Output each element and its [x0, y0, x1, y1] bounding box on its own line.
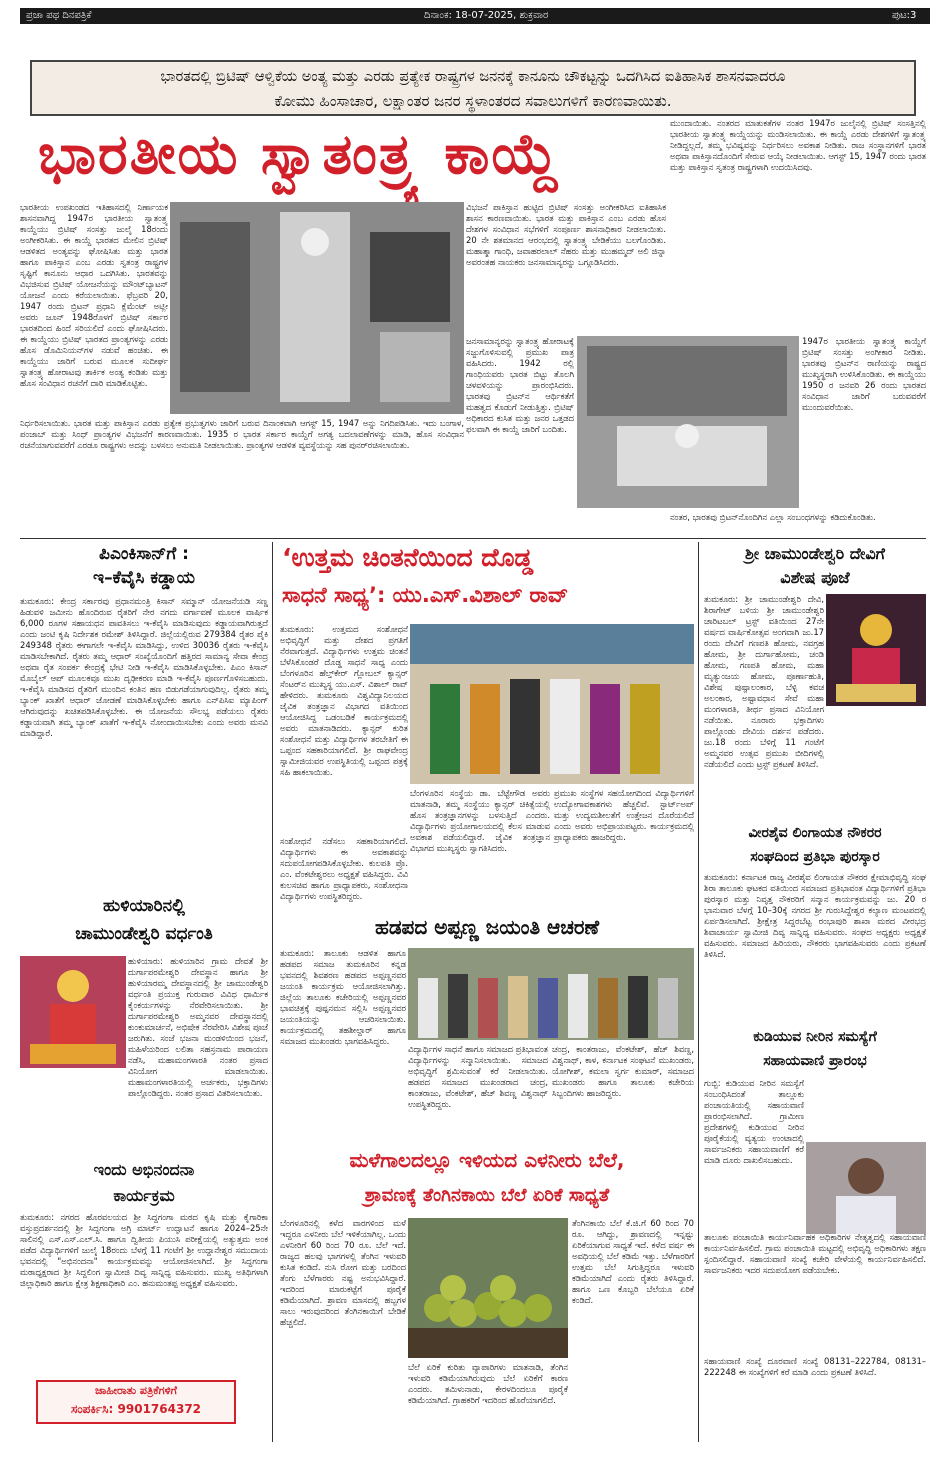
header-bar [20, 8, 930, 24]
main-headline: ಭಾರತೀಯ ಸ್ವಾತಂತ್ರ್ಯ ಕಾಯ್ದೆ [38, 122, 561, 187]
huliyar-title-1: ಹುಳಿಯಾರಿನಲ್ಲಿ [103, 896, 185, 916]
portrait-illustration [806, 1142, 926, 1234]
hadapada-col-3: ಚಂದ್ರ, ಕಾಂತರಾಜು, ವೆಂಕಟೇಶ್, ಹೆಚ್ ಶಿವಣ್ಣ, ವಿಶ್ವನಾಥ್, ಕಾಳ, ಕರ್ನಾಟಕ ಸಂಘಟನೆ ಮುಖಂಡರು, ಯೋಗೀಶ್, ಕಮಲಾ ಸ್ವರ್ಗ ಕುಮಾರ್, ಸಮಾಜದ ಮುಖಂಡರು ಹಾಗೂ ತಾಲೂಕು ಕಚೇರಿಯ ಸಿಬ್ಬಂದಿಗಳು ಹಾಜರಿದ್ದರು. [552, 1044, 694, 1098]
ad-line-1: ಜಾಹೀರಾತು ಪತ್ರಿಕೆಗಳಿಗೆ [95, 1384, 177, 1397]
huliyar-body [128, 956, 268, 1098]
ad-line-2: ಸಂಪರ್ಕಿಸಿ: 9901764372 [70, 1402, 202, 1416]
uttama-photo-illustration [410, 624, 694, 784]
pm-kisan-title-1: ಪಿಎಂಕಿಸಾನ್‌ಗೆ : [99, 544, 189, 564]
main-story-col-mid [20, 418, 464, 536]
signing-photo-illustration [577, 336, 799, 508]
huliyar-text: ಹುಳಿಯಾರು: ಹುಳಿಯಾರಿನ ಗ್ರಾಮ ದೇವತೆ ಶ್ರೀ ದುರ್ಗಾಪರಮೇಶ್ವರಿ ದೇವಸ್ಥಾನ ಹಾಗೂ ಶ್ರೀ ಹುಳಿಯಾರಮ್ಮ ದೇವಸ್ಥಾನದಲ್ಲಿ ಶ್ರೀ ಚಾಮುಂಡೇಶ್ವರಿ ವರ್ಧಂತಿ ಪ್ರಯುಕ್ತ ಗುರುವಾರ ವಿವಿಧ ಧಾರ್ಮಿಕ ಕೈಂಕರ್ಯಗಳನ್ನು ನೆರವೇರಿಸಲಾಯಿತು. ಶ್ರೀ ದುರ್ಗಾಪರಮೇಶ್ವರಿ ಅಮ್ಮನವರ ದೇವಸ್ಥಾನದಲ್ಲಿ ಕುಂಕುಮಾರ್ಚನೆ, ಅಭಿಷೇಕ ನೆರವೇರಿಸಿ ವಿಶೇಷ ಪೂಜೆ ಜರುಗಿತು. ಸಂಜೆ ಭಜನಾ ಮಂಡಳಿಯಿಂದ ಭಜನೆ, ಮಹಿಳೆಯರಿಂದ ಲಲಿತಾ ಸಹಸ್ರನಾಮ ಪಾರಾಯಣ ನಡೆಸಿ, ಮಹಾಮಂಗಳಾರತಿ ನಂತರ ಪ್ರಸಾದ ವಿನಿಯೋಗ ಮಾಡಲಾಯಿತು. ಮಹಾಮಂಗಳಾರತಿಯಲ್ಲಿ ಅರ್ಚಕರು, ಭಕ್ತಾದಿಗಳು ಪಾಲ್ಗೊಂಡಿದ್ದರು. ನಂತರ ಪ್ರಸಾದ ವಿತರಿಸಲಾಯಿತು. [128, 956, 268, 1098]
lead-line-1: ಭಾರತದಲ್ಲಿ ಬ್ರಿಟಿಷ್ ಆಳ್ವಿಕೆಯ ಅಂತ್ಯ ಮತ್ತು ಎರಡು ಪ್ರತ್ಯೇಕ ರಾಷ್ಟ್ರಗಳ ಜನನಕ್ಕೆ ಕಾನೂನು ಚೌಕಟ್ಟನ್ನು ಒದಗಿಸಿದ ಐತಿಹಾಸಿಕ ಶಾಸನವಾದರೂ [160, 69, 786, 85]
hadapada-col-2: ವಿದ್ಯಾರ್ಥಿಗಳ ಸಾಧನೆ ಹಾಗೂ ಸಮಾಜದ ಪ್ರತಿಭಾವಂತ ವಿದ್ಯಾರ್ಥಿಗಳನ್ನು ಸನ್ಮಾನಿಸಲಾಯಿತು. ಸಮಾಜದ ಅಭಿವೃದ್ಧಿಗೆ ಶ್ರಮಿಸುವಂತೆ ಕರೆ ನೀಡಲಾಯಿತು. ಹಡಪದ ಸಮಾಜದ ಮುಖಂಡರಾದ ಚಂದ್ರ, ಕಾಂತರಾಜು, ವೆಂಕಟೇಶ್, ಹೆಚ್ ಶಿವಣ್ಣ ವಿಶ್ವನಾಥ್ ಉಪಸ್ಥಿತರಿದ್ದರು. [408, 1044, 548, 1109]
kudiyuva-helpline: ಸಹಾಯವಾಣಿ ಸಂಖ್ಯೆ ದೂರವಾಣಿ ಸಂಖ್ಯೆ 08131–222784, 08131–222248 ಈ ಸಂಖ್ಯೆಗಳಿಗೆ ಕರೆ ಮಾಡಿ ಎಂದು ಪ್ರಕಟಣೆ ತಿಳಿಸಿದೆ. [704, 1356, 926, 1377]
kudiyuva-title-1: ಕುಡಿಯುವ ನೀರಿನ ಸಮಸ್ಯೆಗೆ [753, 1029, 877, 1045]
abhinandana-title-2: ಕಾರ್ಯಕ್ರಮ [113, 1186, 175, 1205]
hadapada-event-photo [408, 948, 694, 1040]
column-divider-right [698, 542, 699, 1442]
main-story-col-bottom: ನಂತರ, ಭಾರತವು ಬ್ರಿಟನ್‌ನೊಂದಿಗಿನ ಎಲ್ಲಾ ಸಂಬಂಧಗಳನ್ನು ಕಡಿದುಕೊಂಡಿತು. [670, 512, 876, 522]
chamundeshwari-title-2: ವಿಶೇಷ ಪೂಜೆ [780, 568, 850, 587]
goddess-image [20, 956, 126, 1068]
uttama-col-3: ಬೆಂಗಳೂರಿನ ಸಂಸ್ಥೆಯ ಡಾ. ಬೆಟ್ಟೇಗೌಡ ಅವರು ಮಾತನಾಡಿ, ತಮ್ಮ ಸಂಸ್ಥೆಯು ಕ್ಯಾನ್ಸರ್ ಚಿಕಿತ್ಸೆಯಲ್ಲಿ ಹೊಸ ತಂತ್ರಜ್ಞಾನಗಳನ್ನು ಬಳಸುತ್ತಿದೆ ಎಂದರು. ವಿದ್ಯಾರ್ಥಿಗಳು ಪ್ರಯೋಗಾಲಯದಲ್ಲಿ ಕೆಲಸ ಮಾಡುವ ಅವಕಾಶ ಪಡೆಯಲಿದ್ದಾರೆ. ಜೈವಿಕ ತಂತ್ರಜ್ಞಾನ ವಿಭಾಗದ ಮುಖ್ಯಸ್ಥರು ಸ್ವಾಗತಿಸಿದರು. [410, 788, 550, 853]
kudiyuva-body-2: ತಾಲೂಕು ಪಂಚಾಯಿತಿ ಕಾರ್ಯನಿರ್ವಾಹಕ ಅಧಿಕಾರಿಗಳ ನೇತೃತ್ವದಲ್ಲಿ ಸಹಾಯವಾಣಿ ಕಾರ್ಯನಿರ್ವಹಿಸಲಿದೆ. ಗ್ರಾಮ ಪಂಚಾಯಿತಿ ಮಟ್ಟದಲ್ಲಿ ಅಭಿವೃದ್ಧಿ ಅಧಿಕಾರಿಗಳು ತಕ್ಷಣ ಸ್ಪಂದಿಸಲಿದ್ದಾರೆ. ಸಹಾಯವಾಣಿ ಸಂಖ್ಯೆ ಕಚೇರಿ ವೇಳೆಯಲ್ಲಿ ಕಾರ್ಯನಿರ್ವಹಿಸಲಿದೆ. ಸಾರ್ವಜನಿಕರು ಇದರ ಸದುಪಯೋಗ ಪಡೆಯಬೇಕು. [704, 1232, 926, 1275]
malegala-title-2: ಶ್ರಾವಣಕ್ಕೆ ತೆಂಗಿನಕಾಯಿ ಬೆಲೆ ಏರಿಕೆ ಸಾಧ್ಯತೆ [364, 1185, 610, 1206]
kudiyuva-body-1: ಗುಬ್ಬಿ: ಕುಡಿಯುವ ನೀರಿನ ಸಮಸ್ಯೆಗೆ ಸಂಬಂಧಿಸಿದಂತೆ ತಾಲ್ಲೂಕು ಪಂಚಾಯತಿಯಲ್ಲಿ ಸಹಾಯವಾಣಿ ಪ್ರಾರಂಭಿಸಲಾಗಿದೆ. ಗ್ರಾಮೀಣ ಪ್ರದೇಶಗಳಲ್ಲಿ ಕುಡಿಯುವ ನೀರಿನ ಪೂರೈಕೆಯಲ್ಲಿ ವ್ಯತ್ಯಯ ಉಂಟಾದಲ್ಲಿ ಸಾರ್ವಜನಿಕರು ಸಹಾಯವಾಣಿಗೆ ಕರೆ ಮಾಡಿ ದೂರು ದಾಖಲಿಸಬಹುದು. [704, 1078, 804, 1165]
page-number: ಪುಟ:3 [892, 10, 917, 21]
deity-illustration [826, 594, 926, 706]
uttama-col-4: ಪ್ರಮುಖ ಸಂಸ್ಥೆಗಳ ಸಹಯೋಗದಿಂದ ವಿದ್ಯಾರ್ಥಿಗಳಿಗೆ ಉದ್ಯೋಗಾವಕಾಶಗಳು ಹೆಚ್ಚಲಿವೆ. ಸ್ಟಾರ್ಟ್‌ಅಪ್ ಮತ್ತು ಉದ್ಯಮಶೀಲತೆಗೆ ಉತ್ತೇಜನ ದೊರೆಯಲಿದೆ ಎಂದು ಅವರು ಅಭಿಪ್ರಾಯಪಟ್ಟರು. ಕಾರ್ಯಕ್ರಮದಲ್ಲಿ ಪ್ರಾಧ್ಯಾಪಕರು ಹಾಜರಿದ್ದರು. [554, 788, 694, 842]
uttama-title-1: ‘ಉತ್ತಮ ಚಿಂತನೆಯಿಂದ ದೊಡ್ಡ [282, 543, 534, 572]
main-story-col-far-2: 1947ರ ಭಾರತೀಯ ಸ್ವಾತಂತ್ರ್ಯ ಕಾಯ್ದೆಗೆ ಬ್ರಿಟಿಷ್ ಸಂಸತ್ತು ಅಂಗೀಕಾರ ನೀಡಿತು. ಭಾರತವು ಬ್ರಿಟನ್‌ನ ರಾಣಿಯನ್ನು ರಾಷ್ಟ್ರದ ಮುಖ್ಯಸ್ಥರಾಗಿ ಉಳಿಸಿಕೊಂಡಿತು. ಈ ಕಾಯ್ದೆಯು 1950 ರ ಜನವರಿ 26 ರಂದು ಭಾರತದ ಸಂವಿಧಾನ ಜಾರಿಗೆ ಬರುವವರೆಗೆ ಮುಂದುವರೆಯಿತು. [802, 336, 926, 412]
veerashaiva-title-1: ವೀರಶೈವ ಲಿಂಗಾಯತ ನೌಕರರ [748, 825, 882, 841]
main-story-col-right-2: ಜನಸಾಮಾನ್ಯರನ್ನು ಸ್ವಾತಂತ್ರ್ಯ ಹೋರಾಟಕ್ಕೆ ಸಜ್ಜುಗೊಳಿಸುವಲ್ಲಿ ಪ್ರಮುಖ ಪಾತ್ರ ವಹಿಸಿದರು. 1942 ರಲ್ಲಿ ಗಾಂಧಿಯವರು ಭಾರತ ಬಿಟ್ಟು ತೊಲಗಿ ಚಳವಳಿಯನ್ನು ಪ್ರಾರಂಭಿಸಿದರು. ಭಾರತವು ಬ್ರಿಟನ್‌ನ ಆರ್ಥಿಕತೆಗೆ ಮಹತ್ವದ ಕೊಡುಗೆ ನೀಡುತ್ತಿತ್ತು. ಬ್ರಿಟಿಷ್ ಅಧಿಕಾರದ ಕುಸಿತ ಮತ್ತು ಜನರ ಒತ್ತಡದ ಫಲವಾಗಿ ಈ ಕಾಯ್ದೆ ಜಾರಿಗೆ ಬಂದಿತು. [466, 336, 574, 434]
veerashaiva-body: ತುಮಕೂರು: ಕರ್ನಾಟಕ ರಾಜ್ಯ ವೀರಶೈವ ಲಿಂಗಾಯತ ನೌಕರರ ಕ್ಷೇಮಾಭಿವೃದ್ಧಿ ಸಂಘ ಶಿರಾ ತಾಲೂಕು ಘಟಕದ ವತಿಯಿಂದ ಸಮಾಜದ ಪ್ರತಿಭಾವಂತ ವಿದ್ಯಾರ್ಥಿಗಳಿಗೆ ಪ್ರತಿಭಾ ಪುರಸ್ಕಾರ ಮತ್ತು ನಿವೃತ್ತ ನೌಕರರಿಗೆ ಸನ್ಮಾನ ಕಾರ್ಯಕ್ರಮವನ್ನು ಜು. 20 ರ ಭಾನುವಾರ ಬೆಳಗ್ಗೆ 10–30ಕ್ಕೆ ನಗರದ ಶ್ರೀ ಗುರುಸಿದ್ದೇಶ್ವರ ಕಲ್ಯಾಣ ಮಂಟಪದಲ್ಲಿ ಏರ್ಪಡಿಸಲಾಗಿದೆ. ಶ್ರೀಕ್ಷೇತ್ರ ಸಿದ್ದರಬೆಟ್ಟ ರಂಭಾಪುರಿ ಶಾಖಾ ಮಠದ ವೀರಭದ್ರ ಶಿವಾಚಾರ್ಯ ಸ್ವಾಮೀಜಿ ದಿವ್ಯ ಸಾನ್ನಿಧ್ಯ ವಹಿಸುವರು. ಸಂಘದ ಅಧ್ಯಕ್ಷರು ಅಧ್ಯಕ್ಷತೆ ವಹಿಸುವರು. ಸಮಾಜದ ಹಿರಿಯರು, ನೌಕರರು ಭಾಗವಹಿಸುವರು ಎಂದು ಪ್ರಕಟಣೆ ತಿಳಿಸಿದೆ. [704, 872, 926, 959]
pm-kisan-title-2: ಇ–ಕೆವೈಸಿ ಕಡ್ಡಾಯ [93, 568, 195, 588]
main-story-text-mid: ನಿರ್ಧರಿಸಲಾಯಿತು. ಭಾರತ ಮತ್ತು ಪಾಕಿಸ್ತಾನ ಎರಡು ಪ್ರತ್ಯೇಕ ಪ್ರಭುತ್ವಗಳು ಜಾರಿಗೆ ಬರುವ ದಿನಾಂಕವಾಗಿ ಆಗಸ್ಟ್ 15, 1947 ಅನ್ನು ನಿಗದಿಪಡಿಸಿತು. ಇದು ಬಂಗಾಳ, ಪಂಜಾಬ್ ಮತ್ತು ಸಿಂಧ್ ಪ್ರಾಂತ್ಯಗಳ ವಿಭಜನೆಗೆ ಕಾರಣವಾಯಿತು. 1935 ರ ಭಾರತ ಸರ್ಕಾರ ಕಾಯ್ದೆಗೆ ಅಗತ್ಯ ಬದಲಾವಣೆಗಳನ್ನು ಮಾಡಿ, ಹೊಸ ಸಂವಿಧಾನ ರಚನೆಯಾಗುವವರೆಗೆ ಎರಡೂ ರಾಷ್ಟ್ರಗಳು ಅದನ್ನು ಬಳಸಲು ಅನುಮತಿ ನೀಡಲಾಯಿತು. ಪ್ರಾಂತ್ಯಗಳ ಆಡಳಿತ ವ್ಯವಸ್ಥೆಯನ್ನು ಸಹ ಪುನರ್‌ರಚಿಸಲಾಯಿತು. [20, 418, 464, 450]
main-story-col-far: ಮುಂದಾಯಿತು. ನಂತರದ ಮಾತುಕತೆಗಳ ನಂತರ 1947ರ ಜುಲೈನಲ್ಲಿ ಬ್ರಿಟಿಷ್ ಸಂಸತ್ತಿನಲ್ಲಿ ಭಾರತೀಯ ಸ್ವಾತಂತ್ರ್ಯ ಕಾಯ್ದೆಯನ್ನು ಮಂಡಿಸಲಾಯಿತು. ಈ ಕಾಯ್ದೆ ಎರಡು ದೇಶಗಳಿಗೆ ಸ್ವಾತಂತ್ರ್ಯ ನೀಡಿದ್ದಲ್ಲದೆ, ತಮ್ಮ ಭವಿಷ್ಯವನ್ನು ನಿರ್ಧರಿಸಲು ಅವಕಾಶ ನೀಡಿತು. ರಾಜ ಸಂಸ್ಥಾನಗಳಿಗೆ ಭಾರತ ಅಥವಾ ಪಾಕಿಸ್ತಾನದೊಂದಿಗೆ ಸೇರುವ ಆಯ್ಕೆ ನೀಡಲಾಯಿತು. ಆಗಸ್ಟ್ 15, 1947 ರಂದು ಭಾರತ ಮತ್ತು ಪಾಕಿಸ್ತಾನ ಸ್ವತಂತ್ರ ರಾಷ್ಟ್ರಗಳಾಗಿ ಉದಯಿಸಿದವು. [670, 118, 926, 172]
independence-ceremony-photo [170, 202, 464, 414]
uttama-title-2: ಸಾಧನೆ ಸಾಧ್ಯ’: ಯು.ಎಸ್.ವಿಶಾಲ್ ರಾವ್ [282, 583, 569, 607]
chamundeshwari-body [704, 594, 824, 769]
goddess-illustration [20, 956, 126, 1068]
section-divider [20, 538, 926, 539]
lead-summary-box [30, 60, 916, 116]
hadapada-title: ಹಡಪದ ಅಪ್ಪಣ್ಣ ಜಯಂತಿ ಆಚರಣೆ [374, 915, 600, 939]
hadapada-photo-illustration [408, 948, 694, 1040]
coconut-photo-illustration [408, 1218, 568, 1358]
pm-kisan-body: ತುಮಕೂರು: ಕೇಂದ್ರ ಸರ್ಕಾರವು ಪ್ರಧಾನಮಂತ್ರಿ ಕಿಸಾನ್ ಸಮ್ಮಾನ್ ಯೋಜನೆಯಡಿ ಸಣ್ಣ ಹಿಡುವಳಿ ಜಮೀನು ಹೊಂದಿರುವ ರೈತರಿಗೆ ನೇರ ನಗದು ವರ್ಗಾವಣೆ ಮೂಲಕ ವಾರ್ಷಿಕ 6,000 ರೂಗಳ ಸಹಾಯಧನ ಪಾವತಿಸಲು ಇ-ಕೆವೈಸಿ ಮಾಡಿಸುವುದು ಕಡ್ಡಾಯವಾಗಿರುತ್ತದೆ ಎಂದು ಜಂಟಿ ಕೃಷಿ ನಿರ್ದೇಶಕ ರಮೇಶ್ ತಿಳಿಸಿದ್ದಾರೆ. ಜಿಲ್ಲೆಯಲ್ಲಿರುವ 279384 ರೈತರ ಪೈಕಿ 249348 ರೈತರು ಈಗಾಗಲೇ ಇ-ಕೆವೈಸಿ ಮಾಡಿಸಿದ್ದು, ಉಳಿದ 30036 ರೈತರು ಇ-ಕೆವೈಸಿ ಮಾಡಿಸಬೇಕಾಗಿದೆ. ರೈತರು ತಮ್ಮ ಆಧಾರ್ ಸಂಖ್ಯೆಯೊಂದಿಗೆ ಹತ್ತಿರದ ಸಾಮಾನ್ಯ ಸೇವಾ ಕೇಂದ್ರ ಅಥವಾ ರೈತ ಸಂಪರ್ಕ ಕೇಂದ್ರಕ್ಕೆ ಭೇಟಿ ನೀಡಿ ಇ-ಕೆವೈಸಿ ಮಾಡಿಸಿಕೊಳ್ಳಬೇಕು. ಪಿಎಂ ಕಿಸಾನ್ ಮೊಬೈಲ್ ಆಪ್ ಮೂಲಕವೂ ಮುಖ ದೃಢೀಕರಣ ಮಾಡಿ ಇ-ಕೆವೈಸಿ ಪೂರ್ಣಗೊಳಿಸಬಹುದು. ಇ-ಕೆವೈಸಿ ಮಾಡಿಸದ ರೈತರಿಗೆ ಮುಂದಿನ ಕಂತಿನ ಹಣ ಬಿಡುಗಡೆಯಾಗುವುದಿಲ್ಲ. ರೈತರು ತಮ್ಮ ಬ್ಯಾಂಕ್ ಖಾತೆಗೆ ಆಧಾರ್ ಜೋಡಣೆ ಮಾಡಿಸಿಕೊಳ್ಳಬೇಕು ಹಾಗೂ ಎನ್‌ಪಿಸಿಐ ಮ್ಯಾಪಿಂಗ್ ಆಗಿರುವುದನ್ನು ಖಚಿತಪಡಿಸಿಕೊಳ್ಳಬೇಕು. ಈ ಯೋಜನೆಯ ಸೌಲಭ್ಯ ಪಡೆಯಲು ರೈತರು ಕಡ್ಡಾಯವಾಗಿ ತಮ್ಮ ಬ್ಯಾಂಕ್ ಖಾತೆಗೆ ಇ-ಕೆವೈಸಿ ನೋಂದಾಯಿಸಬೇಕು ಎಂದು ಅವರು ಮನವಿ ಮಾಡಿದ್ದಾರೆ. [20, 596, 268, 738]
uttama-col-1: ತುಮಕೂರು: ಉತ್ತಮದ ಸಂಶೋಧನೆ ಅಭಿವೃದ್ಧಿಗೆ ಮತ್ತು ದೇಶದ ಪ್ರಗತಿಗೆ ನೆರವಾಗುತ್ತದೆ. ವಿದ್ಯಾರ್ಥಿಗಳು ಉತ್ತಮ ಚಿಂತನೆ ಬೆಳೆಸಿಕೊಂಡರೆ ದೊಡ್ಡ ಸಾಧನೆ ಸಾಧ್ಯ ಎಂದು ಬೆಂಗಳೂರಿನ ಹೆಲ್ತ್‌ಕೇರ್ ಗ್ಲೋಬಲ್ ಕ್ಯಾನ್ಸರ್ ಸೆಂಟರ್‌ನ ಮುಖ್ಯಸ್ಥ ಯು.ಎಸ್. ವಿಶಾಲ್ ರಾವ್ ಹೇಳಿದರು. ತುಮಕೂರು ವಿಶ್ವವಿದ್ಯಾನಿಲಯದ ಜೈವಿಕ ತಂತ್ರಜ್ಞಾನ ವಿಭಾಗದ ವತಿಯಿಂದ ಆಯೋಜಿಸಿದ್ದ ಒಡಂಬಡಿಕೆ ಕಾರ್ಯಕ್ರಮದಲ್ಲಿ ಅವರು ಮಾತನಾಡಿದರು. ಕ್ಯಾನ್ಸರ್ ಕುರಿತ ಸಂಶೋಧನೆ ಮತ್ತು ವಿದ್ಯಾರ್ಥಿಗಳ ತರಬೇತಿಗೆ ಈ ಒಪ್ಪಂದ ಸಹಕಾರಿಯಾಗಲಿದೆ. ಶ್ರೀ ರಾಘವೇಂದ್ರ ಸ್ವಾಮೀಜಿಯವರ ಉಪಸ್ಥಿತಿಯಲ್ಲಿ ಒಪ್ಪಂದ ಪತ್ರಕ್ಕೆ ಸಹಿ ಹಾಕಲಾಯಿತು. [280, 624, 408, 777]
chamundeshwari-text: ತುಮಕೂರು: ಶ್ರೀ ಚಾಮುಂಡೇಶ್ವರಿ ದೇವಿ, ಶಿರಾಗೇಟ್ ಬಳಿಯ ಶ್ರೀ ಚಾಮುಂಡೇಶ್ವರಿ ಚಾರಿಟಬಲ್ ಟ್ರಸ್ಟ್ ವತಿಯಿಂದ 27ನೇ ವರ್ಷದ ವಾರ್ಷಿಕೋತ್ಸವ ಅಂಗವಾಗಿ ಜು.17 ರಂದು ದೇವಿಗೆ ಗಣಪತಿ ಹೋಮ, ನವಗ್ರಹ ಹೋಮ, ಶ್ರೀ ದುರ್ಗಾಹೋಮ, ಚಂಡಿ ಹೋಮ, ಗಣಪತಿ ಹೋಮ, ಮಹಾ ಮೃತ್ಯುಂಜಯ ಹೋಮ, ಪೂರ್ಣಾಹುತಿ, ವಿಶೇಷ ಪುಷ್ಪಾಲಂಕಾರ, ಬೆಳ್ಳಿ ಕವಚ ಅಲಂಕಾರ, ಅಷ್ಟಾವಧಾನ ಸೇವೆ ಮಹಾ ಮಂಗಳಾರತಿ, ತೀರ್ಥ ಪ್ರಸಾದ ವಿನಿಯೋಗ ನಡೆಯಿತು. ನೂರಾರು ಭಕ್ತಾದಿಗಳು ಪಾಲ್ಗೊಂಡು ದೇವಿಯ ದರ್ಶನ ಪಡೆದರು. ಜು.18 ರಂದು ಬೆಳಿಗ್ಗೆ 11 ಗಂಟೆಗೆ ಅಮ್ಮನವರ ಉತ್ಸವ ಪ್ರಮುಖ ಬೀದಿಗಳಲ್ಲಿ ನಡೆಯಲಿದೆ ಎಂದು ಟ್ರಸ್ಟ್ ಪ್ರಕಟಣೆ ತಿಳಿಸಿದೆ. [704, 594, 824, 769]
abhinandana-body: ತುಮಕೂರು: ನಗರದ ಹೊರವಲಯದ ಶ್ರೀ ಸಿದ್ದಗಂಗಾ ಮಠದ ಕೃಷಿ ಮತ್ತು ಕೈಗಾರಿಕಾ ವಸ್ತುಪ್ರದರ್ಶನದಲ್ಲಿ ಶ್ರೀ ಸಿದ್ದಗಂಗಾ ಅಗ್ರಿ ಮಾರ್ಟ್ ಉದ್ಘಾಟನೆ ಹಾಗೂ 2024–25ನೇ ಸಾಲಿನಲ್ಲಿ ಎಸ್.ಎಸ್.ಎಲ್.ಸಿ. ಹಾಗೂ ದ್ವಿತೀಯ ಪಿಯುಸಿ ಪರೀಕ್ಷೆಯಲ್ಲಿ ಅತ್ಯುತ್ತಮ ಅಂಕ ಪಡೆದ ವಿದ್ಯಾರ್ಥಿಗಳಿಗೆ ಜುಲೈ 18ರಂದು ಬೆಳಗ್ಗೆ 11 ಗಂಟೆಗೆ ಶ್ರೀ ಉದ್ದಾನೇಶ್ವರ ಸಮುದಾಯ ಭವನದಲ್ಲಿ "ಅಭಿನಂದನಾ" ಕಾರ್ಯಕ್ರಮವನ್ನು ಆಯೋಜಿಸಲಾಗಿದೆ. ಶ್ರೀ ಸಿದ್ದಗಂಗಾ ಮಠಾಧ್ಯಕ್ಷರಾದ ಶ್ರೀ ಸಿದ್ದಲಿಂಗ ಸ್ವಾಮೀಜಿ ದಿವ್ಯ ಸಾನ್ನಿಧ್ಯ ವಹಿಸುವರು. ಮುಖ್ಯ ಅತಿಥಿಗಳಾಗಿ ಜಿಲ್ಲಾಧಿಕಾರಿ ಹಾಗೂ ಕ್ಷೇತ್ರ ಶಿಕ್ಷಣಾಧಿಕಾರಿ ಎಂ. ಹನುಮಂತಪ್ಪ ಅಧ್ಯಕ್ಷತೆ ವಹಿಸುವರು. [20, 1212, 268, 1288]
malegala-col-1: ಬೆಂಗಳೂರಿನಲ್ಲಿ ಕಳೆದ ವಾರಗಳಿಂದ ಮಳೆ ಇದ್ದರೂ ಎಳನೀರು ಬೆಲೆ ಇಳಿಕೆಯಾಗಿಲ್ಲ. ಒಂದು ಎಳನೀರಿಗೆ 60 ರಿಂದ 70 ರೂ. ಬೆಲೆ ಇದೆ. ರಾಜ್ಯದ ಹಲವು ಭಾಗಗಳಲ್ಲಿ ತೆಂಗಿನ ಇಳುವರಿ ಕುಸಿತ ಕಂಡಿದೆ. ನುಸಿ ರೋಗ ಮತ್ತು ಬರದಿಂದ ತೆಂಗು ಬೆಳೆಗಾರರು ನಷ್ಟ ಅನುಭವಿಸಿದ್ದಾರೆ. ಇದರಿಂದ ಮಾರುಕಟ್ಟೆಗೆ ಪೂರೈಕೆ ಕಡಿಮೆಯಾಗಿದೆ. ಶ್ರಾವಣ ಮಾಸದಲ್ಲಿ ಹಬ್ಬಗಳ ಸಾಲು ಇರುವುದರಿಂದ ತೆಂಗಿನಕಾಯಿಗೆ ಬೇಡಿಕೆ ಹೆಚ್ಚಲಿದೆ. [280, 1218, 406, 1327]
issue-date: ದಿನಾಂಕ: 18-07-2025, ಶುಕ್ರವಾರ [424, 10, 549, 21]
huliyar-title-2: ಚಾಮುಂಡೇಶ್ವರಿ ವರ್ಧಂತಿ [75, 924, 213, 944]
malegala-title-1: ಮಳೆಗಾಲದಲ್ಲೂ ಇಳಿಯದ ಎಳನೀರು ಬೆಲೆ, [349, 1148, 625, 1172]
chamundeshwari-title-1: ಶ್ರೀ ಚಾಮುಂಡೇಶ್ವರಿ ದೇವಿಗೆ [745, 544, 885, 563]
coconut-vendor-photo [408, 1218, 568, 1358]
masthead-name: ಪ್ರಜಾ ಪಥ ದಿನಪತ್ರಿಕೆ [26, 10, 92, 21]
uttama-col-2: ಸಂಶೋಧನೆ ನಡೆಸಲು ಸಹಕಾರಿಯಾಗಲಿದೆ. ವಿದ್ಯಾರ್ಥಿಗಳು ಈ ಅವಕಾಶವನ್ನು ಸದುಪಯೋಗಪಡಿಸಿಕೊಳ್ಳಬೇಕು. ಕುಲಪತಿ ಪ್ರೊ. ಎಂ. ವೆಂಕಟೇಶ್ವರಲು ಅಧ್ಯಕ್ಷತೆ ವಹಿಸಿದ್ದರು. ವಿವಿ ಕುಲಸಚಿವ ಹಾಗೂ ಪ್ರಾಧ್ಯಾಪಕರು, ಸಂಶೋಧನಾ ವಿದ್ಯಾರ್ಥಿಗಳು ಉಪಸ್ಥಿತರಿದ್ದರು. [280, 836, 408, 901]
kudiyuva-title-2: ಸಹಾಯವಾಣಿ ಪ್ರಾರಂಭ [763, 1053, 867, 1069]
official-portrait-photo [806, 1142, 926, 1234]
main-story-col-right: ವಿಭಜನೆ ಪಾಕಿಸ್ತಾನ ಹುಟ್ಟಿದ ಬ್ರಿಟಿಷ್ ಸಂಸತ್ತು ಅಂಗೀಕರಿಸಿದ ಐತಿಹಾಸಿಕ ಶಾಸನ ಕಾರಣವಾಯಿತು. ಭಾರತ ಮತ್ತು ಪಾಕಿಸ್ತಾನ ಎಂಬ ಎರಡು ಹೊಸ ದೇಶಗಳ ಸಂವಿಧಾನ ಸಭೆಗಳಿಗೆ ಸಂಪೂರ್ಣ ಶಾಸನಾಧಿಕಾರ ನೀಡಲಾಯಿತು. 20 ನೇ ಶತಮಾನದ ಆರಂಭದಲ್ಲಿ ಸ್ವಾತಂತ್ರ್ಯ ಬೇಡಿಕೆಯು ಬಲಗೊಂಡಿತು. ಮಹಾತ್ಮಾ ಗಾಂಧಿ, ಜವಾಹರಲಾಲ್ ನೆಹರು ಮತ್ತು ಮುಹಮ್ಮದ್ ಅಲಿ ಜಿನ್ನಾ ಅವರಂತಹ ನಾಯಕರು ಜನಸಾಮಾನ್ಯರನ್ನು ಒಗ್ಗೂಡಿಸಿದರು. [466, 202, 666, 267]
malegala-col-2: ಬೆಲೆ ಏರಿಕೆ ಕುರಿತು ವ್ಯಾಪಾರಿಗಳು ಮಾತನಾಡಿ, ತೆಂಗಿನ ಇಳುವರಿ ಕಡಿಮೆಯಾಗಿರುವುದು ಬೆಲೆ ಏರಿಕೆಗೆ ಕಾರಣ ಎಂದರು. ತಮಿಳುನಾಡು, ಕೇರಳದಿಂದಲೂ ಪೂರೈಕೆ ಕಡಿಮೆಯಾಗಿದೆ. ಗ್ರಾಹಕರಿಗೆ ಇದರಿಂದ ಹೊರೆಯಾಗಲಿದೆ. [408, 1362, 568, 1405]
malegala-col-3: ತೆಂಗಿನಕಾಯಿ ಬೆಲೆ ಕೆ.ಜಿ.ಗೆ 60 ರಿಂದ 70 ರೂ. ಆಗಿದ್ದು, ಶ್ರಾವಣದಲ್ಲಿ ಇನ್ನಷ್ಟು ಏರಿಕೆಯಾಗುವ ಸಾಧ್ಯತೆ ಇದೆ. ಕಳೆದ ವರ್ಷ ಈ ಅವಧಿಯಲ್ಲಿ ಬೆಲೆ ಕಡಿಮೆ ಇತ್ತು. ಬೆಳೆಗಾರರಿಗೆ ಉತ್ತಮ ಬೆಲೆ ಸಿಗುತ್ತಿದ್ದರೂ ಇಳುವರಿ ಕಡಿಮೆಯಾಗಿದೆ ಎಂದು ರೈತರು ತಿಳಿಸಿದ್ದಾರೆ. ಹಾಗೂ ಒಣ ಕೊಬ್ಬರಿ ಬೆಲೆಯೂ ಏರಿಕೆ ಕಂಡಿದೆ. [572, 1218, 694, 1305]
photo-illustration [170, 202, 464, 414]
main-story-col-left: ಭಾರತೀಯ ಉಪಖಂಡದ ಇತಿಹಾಸದಲ್ಲಿ ನಿರ್ಣಾಯಕ ಶಾಸನವಾಗಿದ್ದ 1947ರ ಭಾರತೀಯ ಸ್ವಾತಂತ್ರ್ಯ ಕಾಯ್ದೆಯು ಬ್ರಿಟಿಷ್ ಸಂಸತ್ತು ಜುಲೈ 18ರಂದು ಅಂಗೀಕರಿಸಿತು. ಈ ಕಾಯ್ದೆ ಭಾರತದ ಮೇಲಿನ ಬ್ರಿಟಿಷ್ ಆಡಳಿತದ ಅಂತ್ಯವನ್ನು ಘೋಷಿಸಿತು ಮತ್ತು ಭಾರತ ಹಾಗೂ ಪಾಕಿಸ್ತಾನ ಎಂಬ ಎರಡು ಸ್ವತಂತ್ರ ರಾಷ್ಟ್ರಗಳ ಸೃಷ್ಟಿಗೆ ಕಾನೂನು ಆಧಾರ ಒದಗಿಸಿತು. ಭಾರತವನ್ನು ವಿಭಜಿಸುವ ಬ್ರಿಟಿಷ್ ಯೋಜನೆಯನ್ನು ಮೌಂಟ್‌ಬ್ಯಾಟನ್ ಯೋಜನೆ ಎಂದು ಕರೆಯಲಾಯಿತು. ಫೆಬ್ರವರಿ 20, 1947 ರಂದು ಬ್ರಿಟನ್ ಪ್ರಧಾನಿ ಕ್ಲೆಮೆಂಟ್ ಅಟ್ಲೀ ಅವರು ಜೂನ್ 1948ರೊಳಗೆ ಬ್ರಿಟಿಷ್ ಸರ್ಕಾರ ಭಾರತದಿಂದ ಹಿಂದೆ ಸರಿಯಲಿದೆ ಎಂದು ಘೋಷಿಸಿದರು. ಈ ಕಾಯ್ದೆಯು ಬ್ರಿಟಿಷ್ ಭಾರತದ ಪ್ರಾಂತ್ಯಗಳನ್ನು ಎರಡು ಹೊಸ ಡೊಮಿನಿಯನ್‌ಗಳ ನಡುವೆ ಹಂಚಿತು. ಈ ಕಾಯ್ದೆಯು ಜಾರಿಗೆ ಬರುವ ಮೂಲಕ ಸುದೀರ್ಘ ಸ್ವಾತಂತ್ರ್ಯ ಹೋರಾಟವು ತಾರ್ಕಿಕ ಅಂತ್ಯ ಕಂಡಿತು ಮತ್ತು ಹೊಸ ಸಂವಿಧಾನ ರಚನೆಗೆ ದಾರಿ ಮಾಡಿಕೊಟ್ಟಿತು. [20, 202, 168, 388]
advertisement-contact-box [36, 1380, 236, 1424]
temple-deity-photo [826, 594, 926, 706]
lead-line-2: ಕೋಮು ಹಿಂಸಾಚಾರ, ಲಕ್ಷಾಂತರ ಜನರ ಸ್ಥಳಾಂತರದ ಸವಾಲುಗಳಿಗೆ ಕಾರಣವಾಯಿತು. [274, 92, 672, 110]
veerashaiva-title-2: ಸಂಘದಿಂದ ಪ್ರತಿಭಾ ಪುರಸ್ಕಾರ [750, 849, 880, 865]
signing-photo [577, 336, 799, 508]
uttama-event-photo [410, 624, 694, 784]
column-divider-left [272, 542, 273, 1442]
hadapada-col-1: ತುಮಕೂರು: ತಾಲೂಕು ಆಡಳಿತ ಹಾಗೂ ಹಡಪದ ಸಮಾಜ ತುಮಕೂರಿನ ಕನ್ನಡ ಭವನದಲ್ಲಿ ಶಿವಶರಣ ಹಡಪದ ಅಪ್ಪಣ್ಣನವರ ಜಯಂತಿ ಕಾರ್ಯಕ್ರಮ ಆಯೋಜಿಸಲಾಗಿತ್ತು. ಜಿಲ್ಲೆಯ ತಾಲೂಕು ಕಚೇರಿಯಲ್ಲಿ ಅಪ್ಪಣ್ಣನವರ ಭಾವಚಿತ್ರಕ್ಕೆ ಪುಷ್ಪನಮನ ಸಲ್ಲಿಸಿ ಅಪ್ಪಣ್ಣನವರ ಜಯಂತಿಯನ್ನು ಆಚರಿಸಲಾಯಿತು. ಕಾರ್ಯಕ್ರಮದಲ್ಲಿ ತಹಶೀಲ್ದಾರ್ ಹಾಗೂ ಸಮಾಜದ ಮುಖಂಡರು ಭಾಗವಹಿಸಿದ್ದರು. [280, 948, 406, 1046]
abhinandana-title-1: ಇಂದು ಅಭಿನಂದನಾ [93, 1160, 195, 1179]
